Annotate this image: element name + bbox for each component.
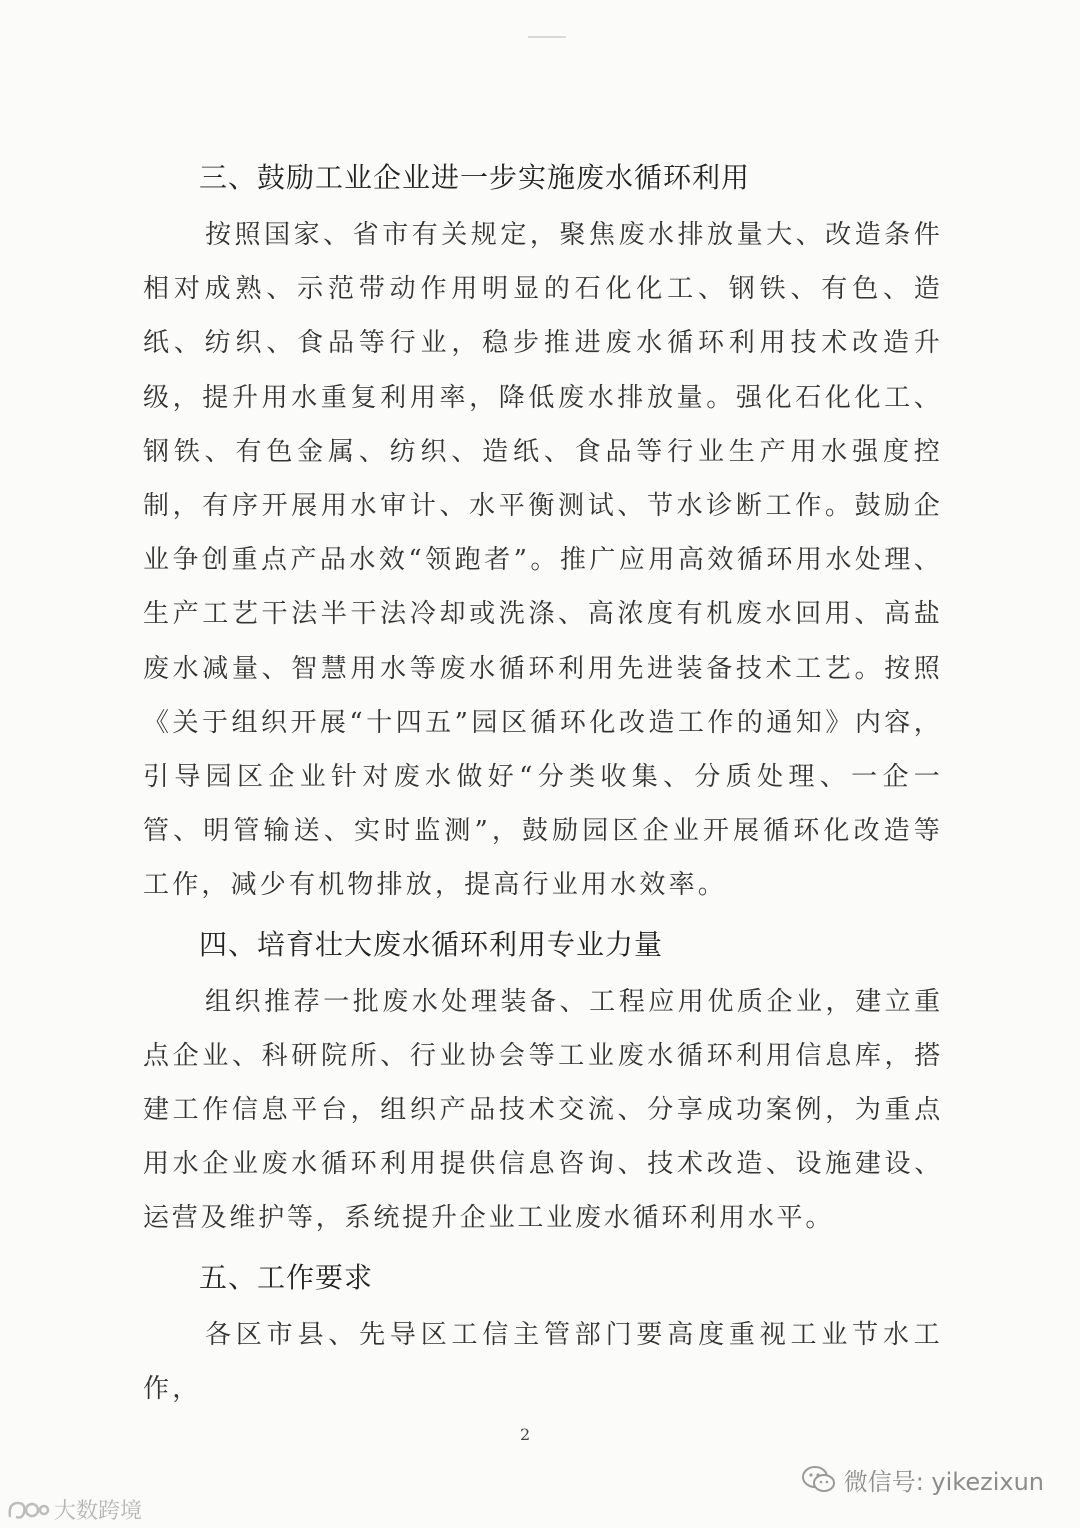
wechat-icon [802,1465,836,1495]
section-heading-4: 四、培育壮大废水循环利用专业力量 [199,927,664,961]
document-body [143,150,943,1420]
site-name-text: 大数跨境 [54,1499,143,1524]
site-watermark [6,1494,142,1525]
logo-icon [6,1497,50,1523]
page-number: 2 [520,1425,531,1444]
section-body-3: 按照国家、省市有关规定，聚焦废水排放量大、改造条件相对成熟、示范带动作用明显的石化化工、钢铁、有色、造纸、纺织、食品等行业，稳步推进废水循环利用技术改造升级，提升用水重复利用率，降低废水排放量。强化石化化工、钢铁、有色金属、纺织、造纸、食品等行业生产用水强度控制，有序开展用水审计、水平衡测试、节水诊断工作。鼓励企业争创重点产品水效“领跑者”。推广应用高效循环用水处理、生产工艺干法半干法冷却或洗涤、高浓度有机废水回用、高盐废水减量、智慧用水等废水循环利用先进装备技术工艺。按照《关于组织开展“十四五”园区循环化改造工作的通知》内容，引导园区企业针对废水做好“分类收集、分质处理、一企一管、明管输送、实时监测”，鼓励园区企业开展循环化改造等工作，减少有机物排放，提高行业用水效率。 [143,220,943,901]
section-body-5: 各区市县、先导区工信主管部门要高度重视工业节水工作， [143,1319,943,1404]
section-heading-3: 三、鼓励工业企业进一步实施废水循环利用 [199,161,751,194]
section-heading-5: 五、工作要求 [199,1260,374,1294]
scan-mark [528,36,566,38]
wechat-watermark [802,1462,1044,1497]
section-body-4: 组织推荐一批废水处理装备、工程应用优质企业，建立重点企业、科研院所、行业协会等工业废水循环利用信息库，搭建工作信息平台，组织产品技术交流、分享成功案例，为重点用水企业废水循环利用提供信息咨询、技术改造、设施建设、运营及维护等，系统提升企业工业废水循环利用水平。 [143,986,943,1234]
wechat-id-text: 微信号: yikezixun [843,1468,1044,1496]
